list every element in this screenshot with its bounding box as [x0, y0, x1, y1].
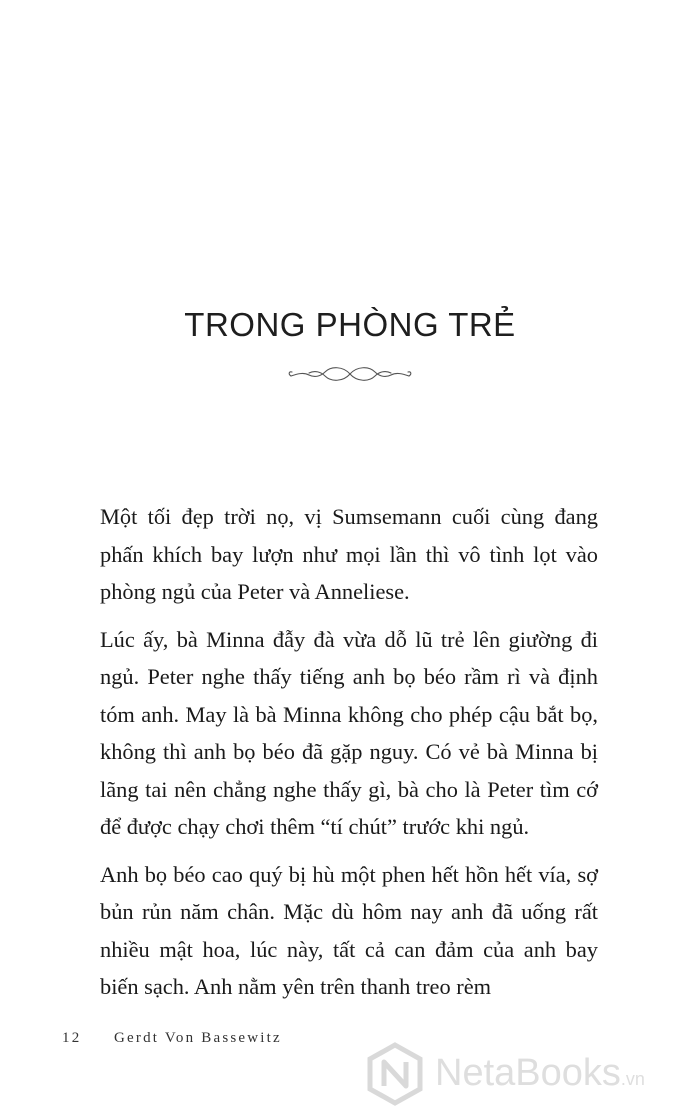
body-text: [100, 498, 598, 1016]
watermark: [363, 1042, 698, 1106]
page-footer: [62, 1030, 282, 1047]
chapter-title: TRONG PHÒNG TRẺ: [184, 306, 516, 343]
paragraph-text: Lúc ấy, bà Minna đẫy đà vừa dỗ lũ trẻ lên giường đi ngủ. Peter nghe thấy tiếng anh bọ béo rầm rì và định tóm anh. May là bà Minna không cho phép cậu bắt bọ, không thì anh bọ béo đã gặp nguy. Có vẻ bà Minna bị lãng tai nên chẳng nghe thấy gì, bà cho là Peter tìm cớ để được chạy chơi thêm “tí chút” trước khi ngủ.: [100, 626, 598, 839]
paragraph: [100, 498, 598, 611]
watermark-brand: NetaBooks: [435, 1052, 621, 1094]
netabooks-logo-icon: [363, 1042, 427, 1106]
footer-author: Gerdt Von Bassewitz: [114, 1030, 282, 1046]
paragraph: [100, 856, 598, 1006]
watermark-suffix: .vn: [620, 1069, 645, 1089]
page-number: 12: [62, 1030, 82, 1046]
paragraph-text: Một tối đẹp trời nọ, vị Sumsemann cuối cùng đang phấn khích bay lượn như mọi lần thì vô tình lọt vào phòng ngủ của Peter và Anneliese.: [100, 504, 598, 604]
flourish-ornament-icon: [285, 362, 415, 386]
paragraph: [100, 621, 598, 846]
paragraph-text: Anh bọ béo cao quý bị hù một phen hết hồn hết vía, sợ bủn rủn năm chân. Mặc dù hôm nay anh đã uống rất nhiều mật hoa, lúc này, tất cả can đảm của anh bay biến sạch. Anh nằm yên trên thanh treo rèm: [100, 861, 598, 999]
